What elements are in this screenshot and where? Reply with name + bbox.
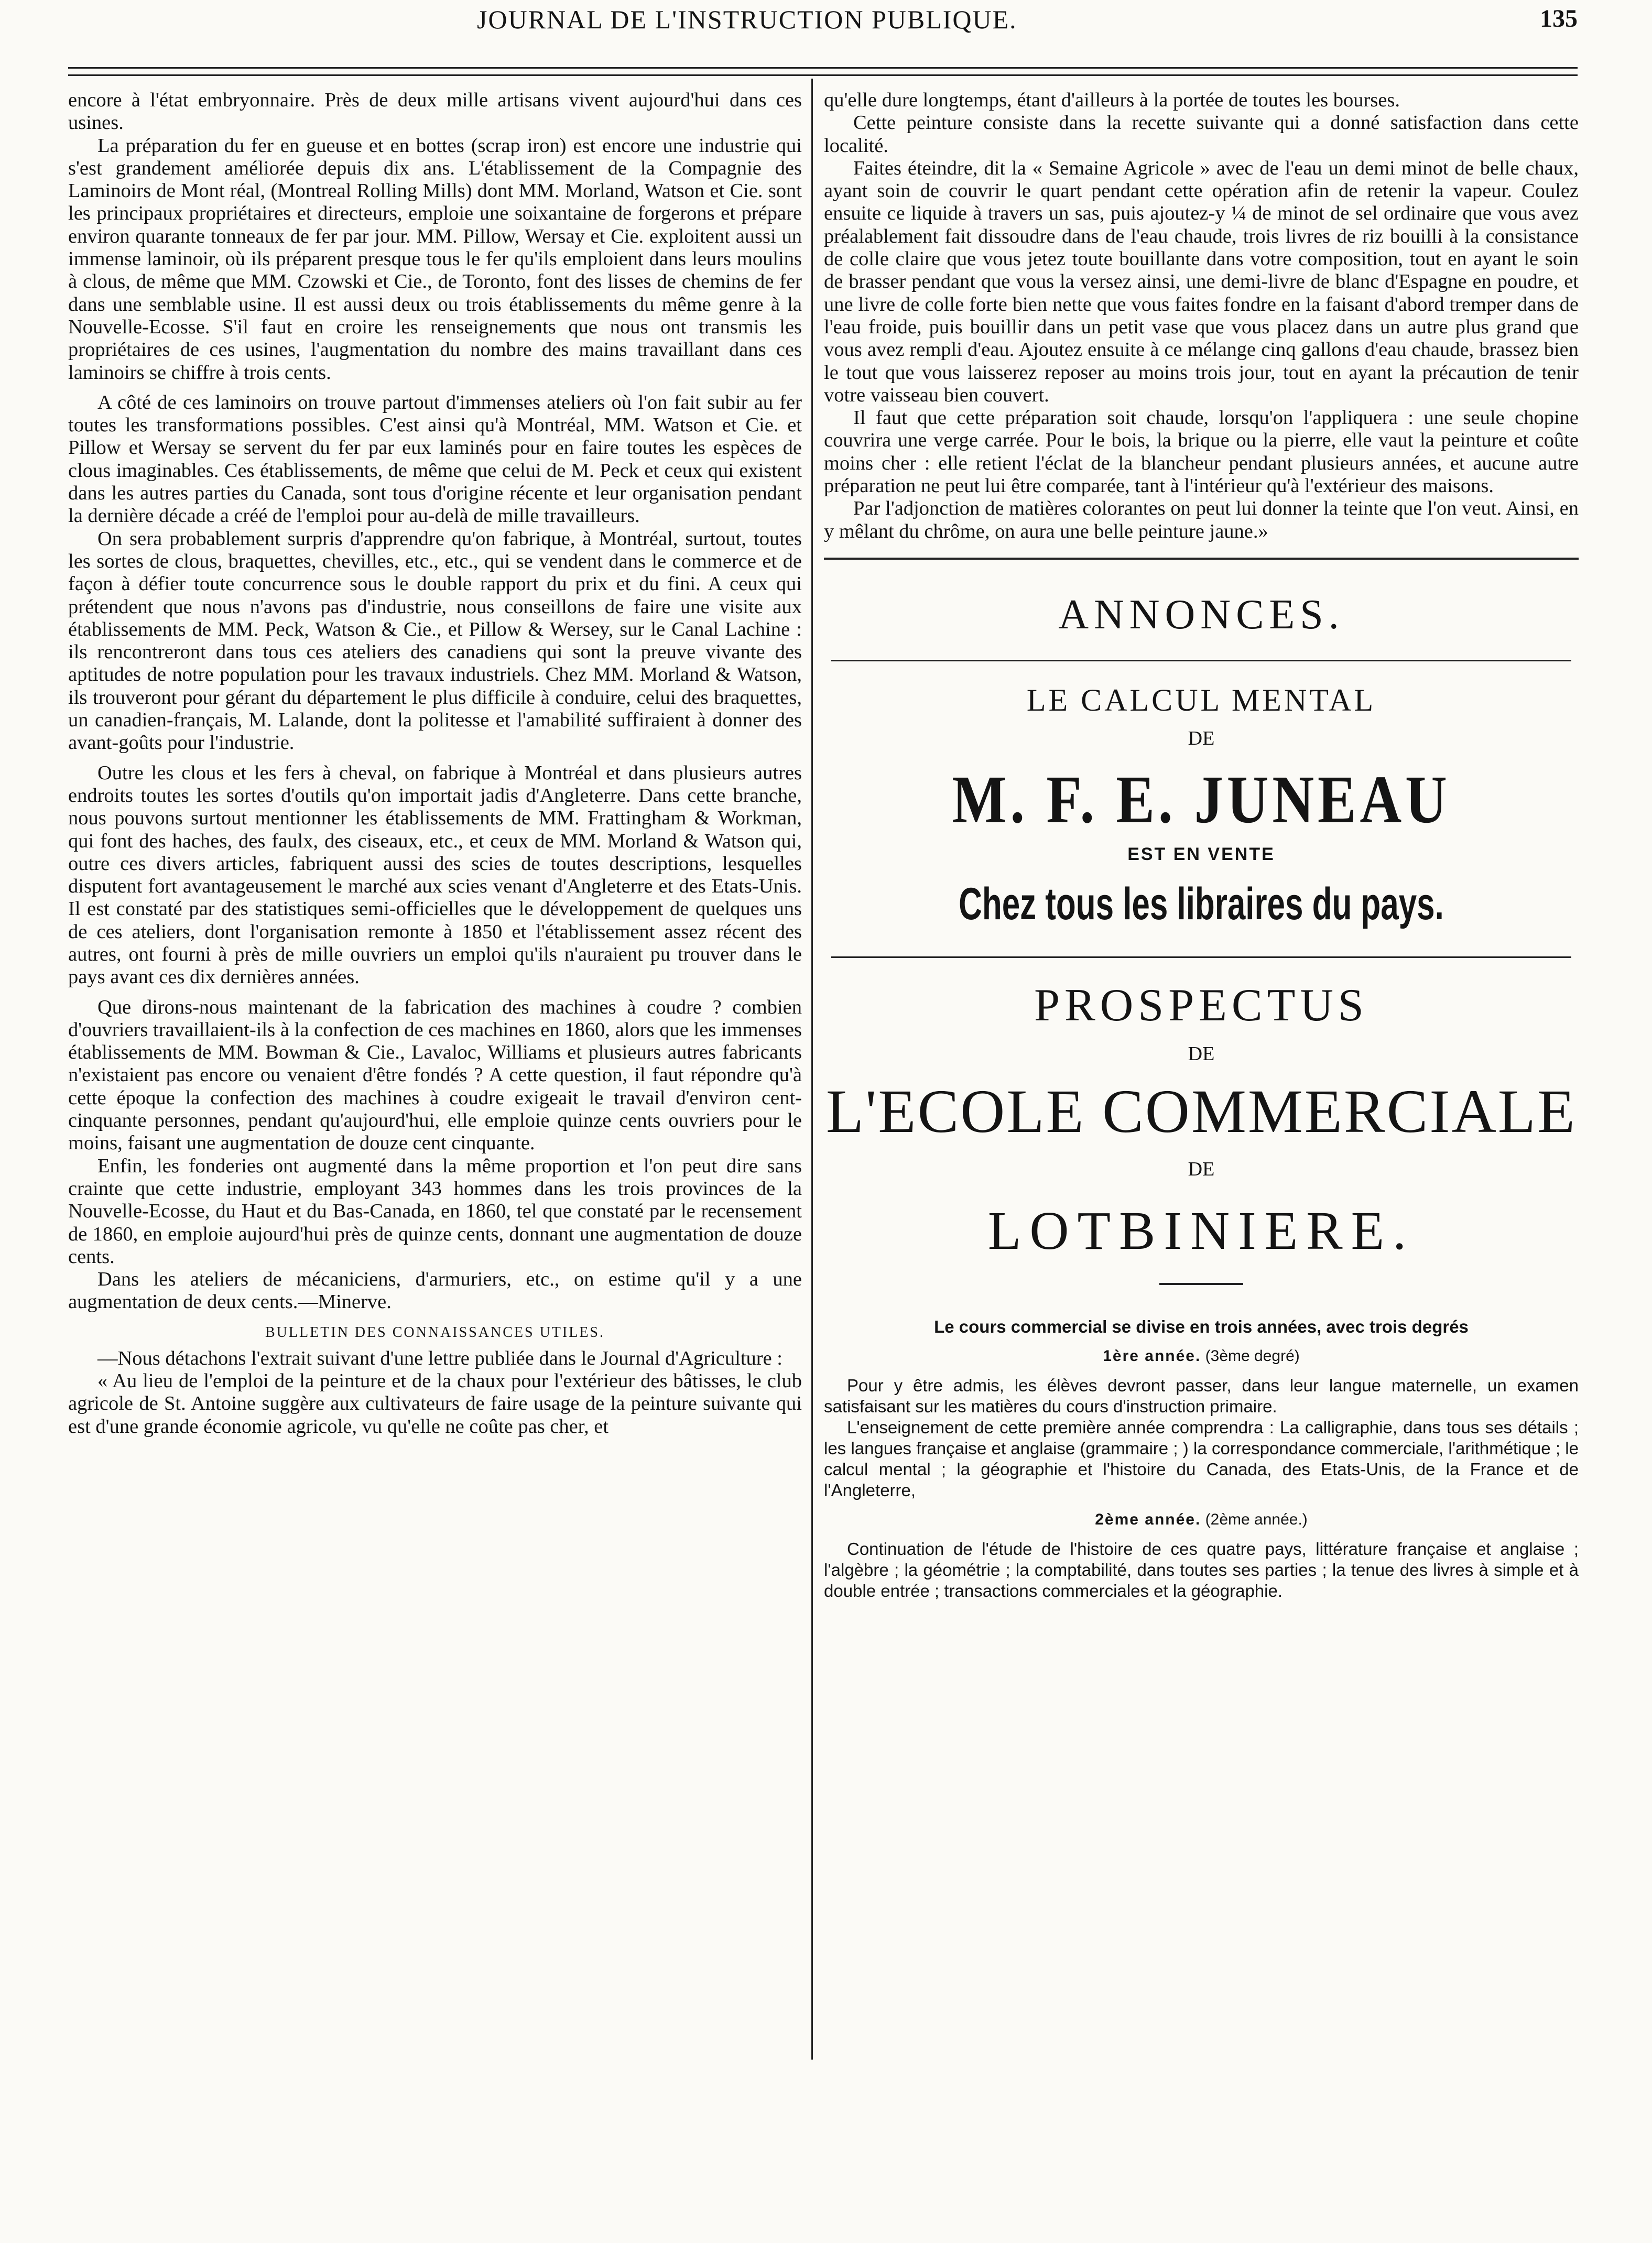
ad-author: M. F. E. JUNEAU [952,761,1451,837]
bulletin-paragraph: « Au lieu de l'emploi de la peinture et de la chaux pour l'extérieur des bâtisses, le club agricole de St. Antoine suggère aux cultivateurs de faire usage de la peinture suivante qui est d'une grande économie agricole, vu qu'elle ne coûte pas cher, et [68,1370,802,1438]
annonces-heading: ANNONCES. [1058,591,1344,638]
ad-de: DE [1188,727,1215,749]
year-label: 1ère année. [1103,1347,1201,1365]
prospectus-lead: Le cours commercial se divise en trois années, avec trois degrés [934,1316,1469,1336]
left-column [68,89,802,1438]
right-column [824,89,1579,1602]
prospectus-paragraph: L'enseignement de cette première année comprendra : La calligraphie, dans tous ses détails ; les langues française et anglaise (grammaire ; ) la correspondance commerciale, l'arithmétique ; le calcul mental ; la géographie et l'histoire du Canada, des Etats-Unis, de la France et de l'Angleterre, [824,1417,1579,1500]
year-heading [824,1346,1579,1367]
prospectus-paragraph: Pour y être admis, les élèves devront passer, dans leur langue maternelle, un examen satisfaisant sur les matières du cours d'instruction primaire. [824,1375,1579,1416]
section-title: BULLETIN DES CONNAISSANCES UTILES. [265,1324,605,1341]
prospectus-de: DE [1188,1042,1215,1065]
article-paragraph: qu'elle dure longtemps, étant d'ailleurs à la portée de toutes les bourses. [824,89,1400,111]
article-paragraph: Enfin, les fonderies ont augmenté dans la même proportion et l'on peut dire sans crainte que cette industrie, employant 343 hommes dans les trois provinces de la Nouvelle-Ecosse, du Haut et du Bas-Canada, en 1860, tel que constaté par le recensement de 1860, en emploie aujourd'hui près de quinze cents, donnant une augmentation de douze cents. [68,1155,802,1268]
annonces-rule [824,558,1579,560]
prospectus-paragraph: Continuation de l'étude de l'histoire de ces quatre pays, littérature française et anglaise ; l'algèbre ; la géométrie ; la comptabilité, dans toutes ses parties ; la tenue des livres à simple et à double entrée ; transactions commerciales et la géographie. [824,1539,1579,1600]
running-head: JOURNAL DE L'INSTRUCTION PUBLIQUE. [477,5,1017,34]
year-degree: (2ème année.) [1205,1510,1308,1528]
ad-libraires: Chez tous les libraires du pays. [959,878,1444,929]
article-paragraph: Dans les ateliers de mécaniciens, d'armuriers, etc., on estime qu'il y a une augmentation de deux cents.—Minerve. [68,1268,802,1313]
header-rule-bottom [68,74,1578,76]
article-paragraph: La préparation du fer en gueuse et en bottes (scrap iron) est encore une industrie qui s'est grandement améliorée depuis dix ans. L'établissement de la Compagnie des Laminoirs de Mont réal, (Montreal Rolling Mills) dont MM. Morland, Watson et Cie. sont les principaux propriétaires et directeurs, emploie une soixantaine de forgerons et prépare environ quarante tonneaux de fer par jour. MM. Pillow, Wersay et Cie. exploitent aussi un immense laminoir, où ils préparent presque tous le fer qu'ils emploient dans leurs moulins à clous, de même que MM. Czowski et Cie., de Toronto, font des lisses de chemins de fer dans une semblable usine. Il est aussi deux ou trois établissements du même genre à la Nouvelle-Ecosse. S'il faut en croire les renseignements que nous ont transmis les propriétaires de ces usines, l'augmentation du nombre des mains travaillant dans ces laminoirs se chiffre à trois cents. [68,134,802,384]
bulletin-paragraph: —Nous détachons l'extrait suivant d'une lettre publiée dans le Journal d'Agriculture : [97,1347,783,1369]
column-divider [811,79,813,2060]
ecole-title: L'ECOLE COMMERCIALE [826,1076,1577,1146]
lotbiniere-title: LOTBINIERE. [987,1200,1415,1261]
ad-calcul-title: LE CALCUL MENTAL [1026,682,1376,717]
article-paragraph: A côté de ces laminoirs on trouve partout d'immenses ateliers où l'on fait subir au fer toutes les transformations possibles. C'est ainsi qu'à Montréal, MM. Watson et Cie. et Pillow et Wersay se servent du fer par eux laminés pour en faire toutes les espèces de clous imaginables. Ces établissements, de même que celui de M. Peck et ceux qui existent dans les autres parties du Canada, sont tous d'origine récente et leur organisation pendant la dernière décade a créé de l'emploi pour au-delà de mille travailleurs. [68,391,802,527]
header-rule-top [68,67,1578,69]
ad-est-en-vente: EST EN VENTE [1127,844,1275,864]
divider-rule [831,956,1571,958]
article-paragraph: Il faut que cette préparation soit chaude, lorsqu'on l'appliquera : une seule chopine couvrira une verge carrée. Pour le bois, la brique ou la pierre, elle vaut la peinture et coûte moins cher : elle retient l'éclat de la blancheur pendant plusieurs années, et aucune autre préparation ne peut lui être comparée, tant à l'intérieur qu'à l'extérieur des maisons. [824,407,1579,497]
article-paragraph: On sera probablement surpris d'apprendre qu'on fabrique, à Montréal, surtout, toutes les sortes de clous, braquettes, chevilles, etc., etc., qui se vendent dans le commerce et de façon à défier toute concurrence sous le double rapport du prix et du fini. A ceux qui prétendent que nous n'avons pas d'industrie, nous conseillons de faire une visite aux établissements de MM. Peck, Watson & Cie., et Pillow & Wersey, sur le Canal Lachine : ils rencontreront dans tous ces ateliers des canadiens qui sont la preuve vivante des aptitudes de notre population pour les travaux industriels. Chez MM. Morland & Watson, ils trouveront pour gérant du département le plus difficile à conduire, celui des braquettes, un canadien-français, M. Lalande, dont la politesse et l'amabilité suffiraient à donner des avant-goûts pour l'industrie. [68,527,802,754]
divider-rule [831,660,1571,661]
year-heading [824,1509,1579,1530]
year-label: 2ème année. [1095,1510,1201,1528]
article-paragraph: encore à l'état embryonnaire. Près de deux mille artisans vivent aujourd'hui dans ces usines. [68,89,802,134]
year-degree: (3ème degré) [1205,1347,1300,1365]
short-divider [1159,1283,1243,1285]
ecole-de: DE [1188,1158,1215,1180]
article-paragraph: Outre les clous et les fers à cheval, on fabrique à Montréal et dans plusieurs autres endroits toutes les sortes d'outils qu'on importait jadis d'Angleterre. Dans cette branche, nous pouvons surtout mentionner les établissements de MM. Frattingham & Workman, qui font des haches, des faulx, des ciseaux, etc., et ceux de MM. Morland & Watson qui, outre ces divers articles, fabriquent aussi des scies de toutes descriptions, lesquelles disputent fort avantageusement le marché aux scies venant d'Angleterre et des Etats-Unis. Il est constaté par des statistiques semi-officielles que le développement de quelques uns de ces ateliers, dont l'organisation remonte à 1850 et l'établissement assez récent des autres, ont fourni à près de mille ouvriers un emploi qu'ils n'auraient pu trouver dans le pays avant ces dix dernières années. [68,761,802,988]
article-paragraph: Que dirons-nous maintenant de la fabrication des machines à coudre ? combien d'ouvriers travaillaient-ils à la confection de ces machines en 1860, alors que les immenses établissements de MM. Bowman & Cie., Lavaloc, Williams et plusieurs autres fabricants n'existaient pas encore ou venaient d'être fondés ? A cette question, il faut répondre qu'à cette époque la confection des machines à coudre exigeait le travail d'environ cent-cinquante personnes, pendant qu'aujourd'hui, elle emploie quinze cents ouvriers pour le moins, faisant une augmentation de douze cent cinquante. [68,996,802,1155]
page-header [68,4,1578,41]
prospectus-body [824,1316,1579,1602]
page-number: 135 [1540,5,1578,32]
article-paragraph: Faites éteindre, dit la « Semaine Agricole » avec de l'eau un demi minot de belle chaux, ayant soin de couvrir le quart pendant cette opération afin de retenir la vapeur. Coulez ensuite ce liquide à travers un sas, puis ajoutez-y ¼ de minot de sel ordinaire que vous avez préalablement fait dissoudre dans de l'eau chaude, trois livres de riz bouilli à la consistance de colle claire que vous jetez toute bouillante dans votre composition, tout en ayant le soin de brasser pendant que vous la versez ainsi, une demi-livre de blanc d'Espagne en poudre, et une livre de colle forte bien nette que vous faites fondre en la faisant d'abord tremper dans de l'eau froide, puis bouillir dans un petit vase que vous placez dans un autre plus grand que vous avez rempli d'eau. Ajoutez ensuite à ce mélange cinq gallons d'eau chaude, brassez bien le tout que vous laisserez reposer au moins trois jour, tout en ayant la précaution de tenir votre vaisseau bien couvert. [824,157,1579,406]
prospectus-title: PROSPECTUS [1034,979,1368,1031]
article-paragraph: Par l'adjonction de matières colorantes on peut lui donner la teinte que l'on veut. Ainsi, en y mêlant du chrôme, on aura une belle peinture jaune.» [824,497,1579,542]
article-paragraph: Cette peinture consiste dans la recette suivante qui a donné satisfaction dans cette localité. [824,112,1579,157]
